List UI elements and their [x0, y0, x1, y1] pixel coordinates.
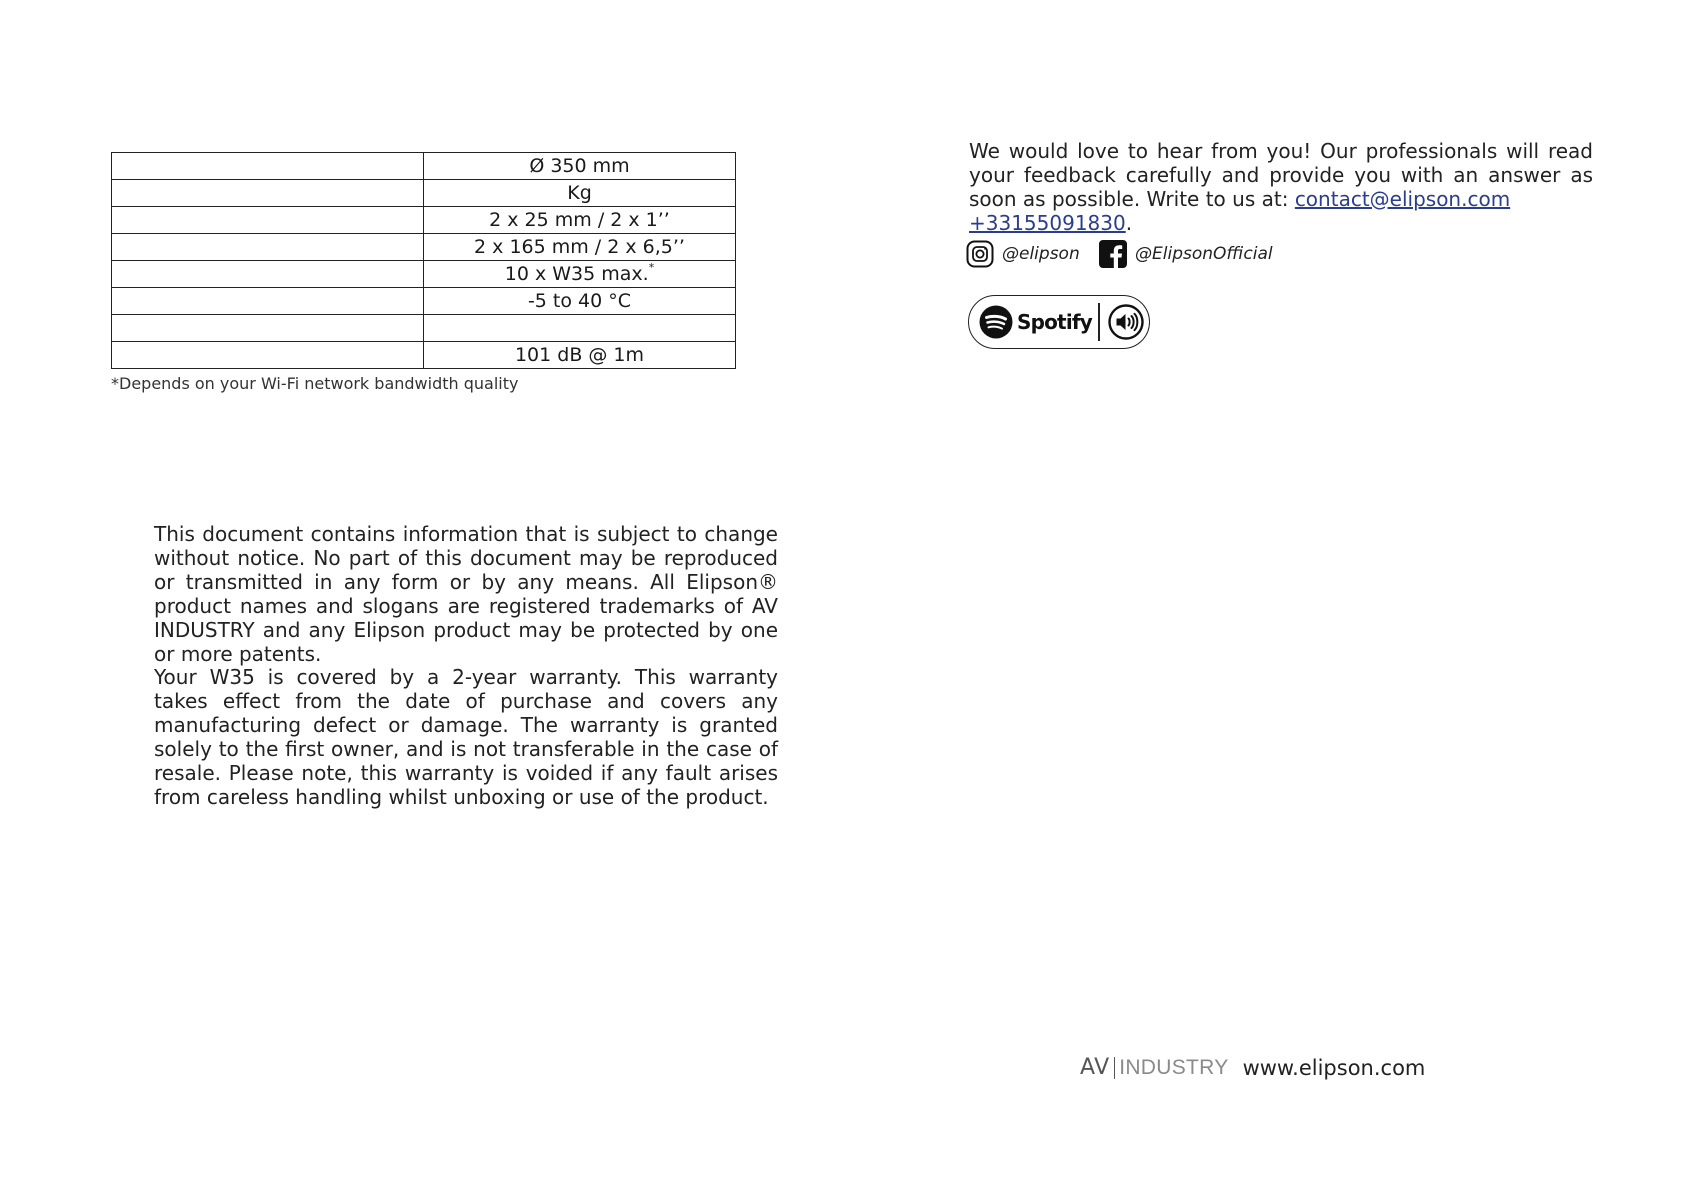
- table-row: [112, 207, 736, 234]
- spec-label: [112, 180, 424, 207]
- phone-link[interactable]: +33155091830: [969, 211, 1126, 235]
- table-row: [112, 288, 736, 315]
- table-row: [112, 180, 736, 207]
- instagram-link[interactable]: [966, 240, 1080, 268]
- table-row: [112, 342, 736, 369]
- instagram-handle: @elipson: [1002, 244, 1080, 264]
- spotify-connect-badge: [968, 295, 1150, 349]
- brand-industry: INDUSTRY: [1119, 1055, 1229, 1079]
- spec-value: Ø 350 mm: [424, 153, 736, 180]
- table-row: [112, 315, 736, 342]
- spec-label: [112, 153, 424, 180]
- table-row: [112, 234, 736, 261]
- spec-value: 2 x 25 mm / 2 x 1’’: [424, 207, 736, 234]
- spec-value: [424, 315, 736, 342]
- brand-av: AV: [1080, 1055, 1110, 1080]
- brand-separator: [1114, 1057, 1116, 1079]
- table-row: [112, 153, 736, 180]
- contact-intro: We would love to hear from you! Our professionals will read your feedback carefully and provide you with an answer as soon as possible. Write to us at:: [969, 139, 1593, 211]
- speaker-icon: [1108, 304, 1144, 340]
- spotify-label: Spotify: [1017, 310, 1093, 334]
- website-link[interactable]: www.elipson.com: [1242, 1055, 1426, 1080]
- spec-label: [112, 234, 424, 261]
- spec-value: 2 x 165 mm / 2 x 6,5’’: [424, 234, 736, 261]
- badge-divider: [1098, 303, 1100, 341]
- table-footnote: *Depends on your Wi-Fi network bandwidth quality: [111, 374, 519, 393]
- contact-period: .: [1125, 211, 1133, 235]
- spec-table: [111, 152, 736, 369]
- spec-label: [112, 315, 424, 342]
- spotify-icon: [979, 305, 1013, 339]
- footnote-marker: *: [648, 261, 655, 274]
- spec-value: 10 x W35 max.*: [424, 261, 736, 288]
- instagram-icon: [966, 240, 994, 268]
- legal-notice: This document contains information that is subject to change without notice. No part of this document may be reproduced or transmitted in any form or by any means. All Elipson® product names and slogans are registered trademarks of AV INDUSTRY and any Elipson product may be protected by one or more patents.: [154, 522, 778, 666]
- spec-value: 101 dB @ 1m: [424, 342, 736, 369]
- table-row: [112, 261, 736, 288]
- facebook-handle: @ElipsonOfficial: [1135, 244, 1273, 264]
- spec-label: [112, 261, 424, 288]
- footer: [1080, 1055, 1425, 1080]
- warranty-notice: Your W35 is covered by a 2-year warranty. This warranty takes effect from the date of purchase and covers any manufacturing defect or damage. The warranty is granted solely to the first owner, and is not transferable in the case of resale. Please note, this warranty is voided if any fault arises from careless handling whilst unboxing or use of the product.: [154, 665, 778, 809]
- facebook-link[interactable]: [1099, 240, 1273, 268]
- spec-value: -5 to 40 °C: [424, 288, 736, 315]
- spec-value: Kg: [424, 180, 736, 207]
- spec-label: [112, 342, 424, 369]
- spec-label: [112, 288, 424, 315]
- email-link[interactable]: contact@elipson.com: [1294, 187, 1511, 211]
- contact-text: [969, 139, 1593, 235]
- facebook-icon: [1099, 240, 1127, 268]
- spec-label: [112, 207, 424, 234]
